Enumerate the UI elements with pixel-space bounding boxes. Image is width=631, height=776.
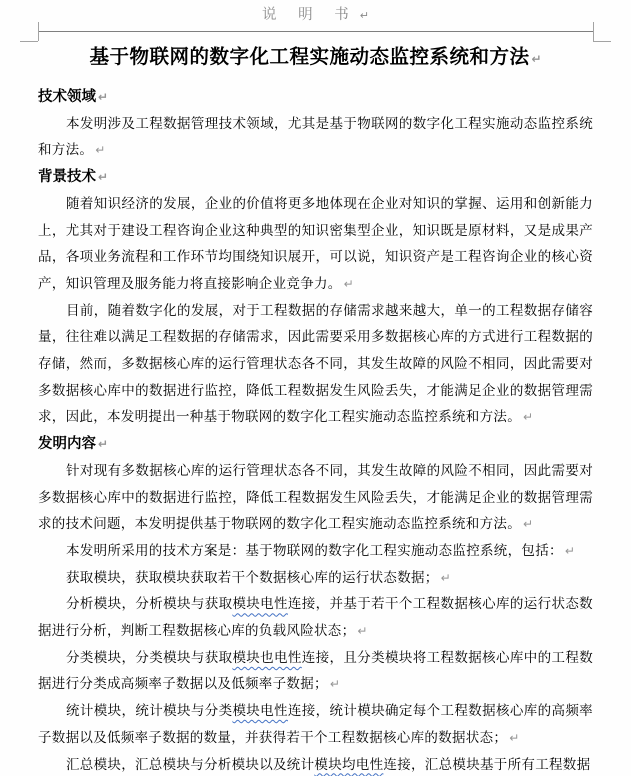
paragraph — [38, 591, 593, 644]
paragraph-mark: ↵ — [329, 677, 340, 692]
paragraph — [38, 698, 593, 751]
paragraph-text: 分类模块，分类模块与获取 — [66, 649, 233, 665]
paragraph-text: 技术领域 — [38, 89, 96, 105]
paragraph-mark: ↵ — [509, 730, 520, 745]
paragraph-mark: ↵ — [98, 170, 109, 185]
paragraph-mark: ↵ — [95, 143, 106, 158]
paragraph-mark: ↵ — [564, 543, 575, 558]
paragraph-text: 本发明所采用的技术方案是：基于物联网的数字化工程实施动态监控系统，包括： — [66, 542, 563, 558]
paragraph-text: 连接，汇总模块基于所有工程数据 — [383, 756, 591, 772]
margin-crop-mark-left-horizontal — [20, 41, 38, 42]
spellcheck-squiggle-text: 模块也电性 — [232, 649, 302, 665]
paragraph-mark: ↵ — [359, 9, 369, 22]
paragraph-text: 随着知识经济的发展，企业的价值将更多地体现在企业对知识的掌握、运用和创新能力上，尤其对于建设工程咨询企业这种典型的知识密集型企业，知识既是原材料，又是成果产品，各项业务流程和工作环节均围绕知识展开，可以说，知识资产是工程咨询企业的核心资产，知识管理及服务能力将直接影响企业竞争力。 — [38, 195, 593, 291]
paragraph-mark: ↵ — [357, 624, 368, 639]
paragraph-text: 连接，且分类模块将工程数据核心库中的工程数据进行分类成高频率子数据以及低频率子数据； — [38, 649, 593, 692]
paragraph-text: 获取模块，获取模块获取若干个数据核心库的运行状态数据； — [66, 569, 439, 585]
paragraph — [38, 191, 593, 298]
document-title-text: 基于物联网的数字化工程实施动态监控系统和方法 — [89, 47, 530, 68]
paragraph-mark: ↵ — [531, 52, 542, 66]
paragraph-mark: ↵ — [440, 570, 451, 585]
paragraph-mark: ↵ — [523, 517, 534, 532]
margin-crop-mark-right-horizontal — [593, 41, 611, 42]
document-title — [38, 42, 593, 75]
spellcheck-squiggle-text: 模块电性 — [232, 703, 288, 719]
margin-crop-mark-right-vertical — [593, 22, 594, 41]
paragraph-text: 汇总模块，汇总模块与分析模块以及统计 — [66, 756, 315, 772]
paragraph — [38, 645, 593, 698]
paragraph-mark: ↵ — [523, 410, 534, 425]
section-heading — [38, 431, 593, 458]
paragraph — [38, 298, 593, 432]
paragraph-text: 背景技术 — [38, 169, 96, 186]
paragraph-mark: ↵ — [343, 276, 354, 291]
paragraph-text: 针对现有多数据核心库的运行管理状态各不同，其发生故障的风险不相同，因此需要对多数据核心库中的数据进行监控，降低工程数据发生风险丢失，才能满足企业的数据管理需求的技术问题，本发明提供基于物联网的数字化工程实施动态监控系统和方法。 — [38, 462, 593, 532]
paragraph — [38, 565, 593, 592]
paragraph-text: 发明内容 — [38, 436, 96, 453]
section-heading — [38, 164, 593, 191]
paragraph-text: 统计模块，统计模块与分类 — [66, 703, 233, 719]
paragraph — [38, 111, 593, 164]
section-heading — [38, 84, 593, 111]
paragraph — [38, 538, 593, 565]
header-rule — [38, 31, 593, 32]
paragraph — [38, 752, 593, 776]
spellcheck-squiggle-text: 模块电性 — [232, 596, 288, 612]
page-header — [38, 5, 593, 26]
paragraph-text: 分析模块，分析模块与获取 — [66, 596, 233, 612]
paragraph-text: 连接，并基于若干个工程数据核心库的运行状态数据进行分析，判断工程数据核心库的负载风险状态； — [38, 596, 593, 639]
paragraph-mark: ↵ — [98, 90, 109, 104]
spellcheck-squiggle-text: 模块均电性 — [314, 756, 384, 772]
paragraph — [38, 458, 593, 538]
header-title: 说 明 书 — [262, 7, 358, 23]
paragraph-text: 本发明涉及工程数据管理技术领域，尤其是基于物联网的数字化工程实施动态监控系统和方法。 — [38, 115, 593, 158]
paragraph-text: 目前，随着数字化的发展，对于工程数据的存储需求越来越大，单一的工程数据存储容量，往往难以满足工程数据的存储需求，因此需要采用多数据核心库的方式进行工程数据的存储，然而，多数据核心库的运行管理状态各不同，其发生故障的风险不相同，因此需要对多数据核心库中的数据进行监控，降低工程数据发生风险丢失，才能满足企业的数据管理需求，因此，本发明提出一种基于物联网的数字化工程实施动态监控系统和方法。 — [38, 302, 593, 425]
paragraph-mark: ↵ — [98, 437, 109, 452]
document-body — [38, 84, 593, 776]
paragraph-text: 连接，统计模块确定每个工程数据核心库的高频率子数据以及低频率子数据的数量，并获得若干个工程数据核心库的数据状态； — [38, 703, 593, 745]
